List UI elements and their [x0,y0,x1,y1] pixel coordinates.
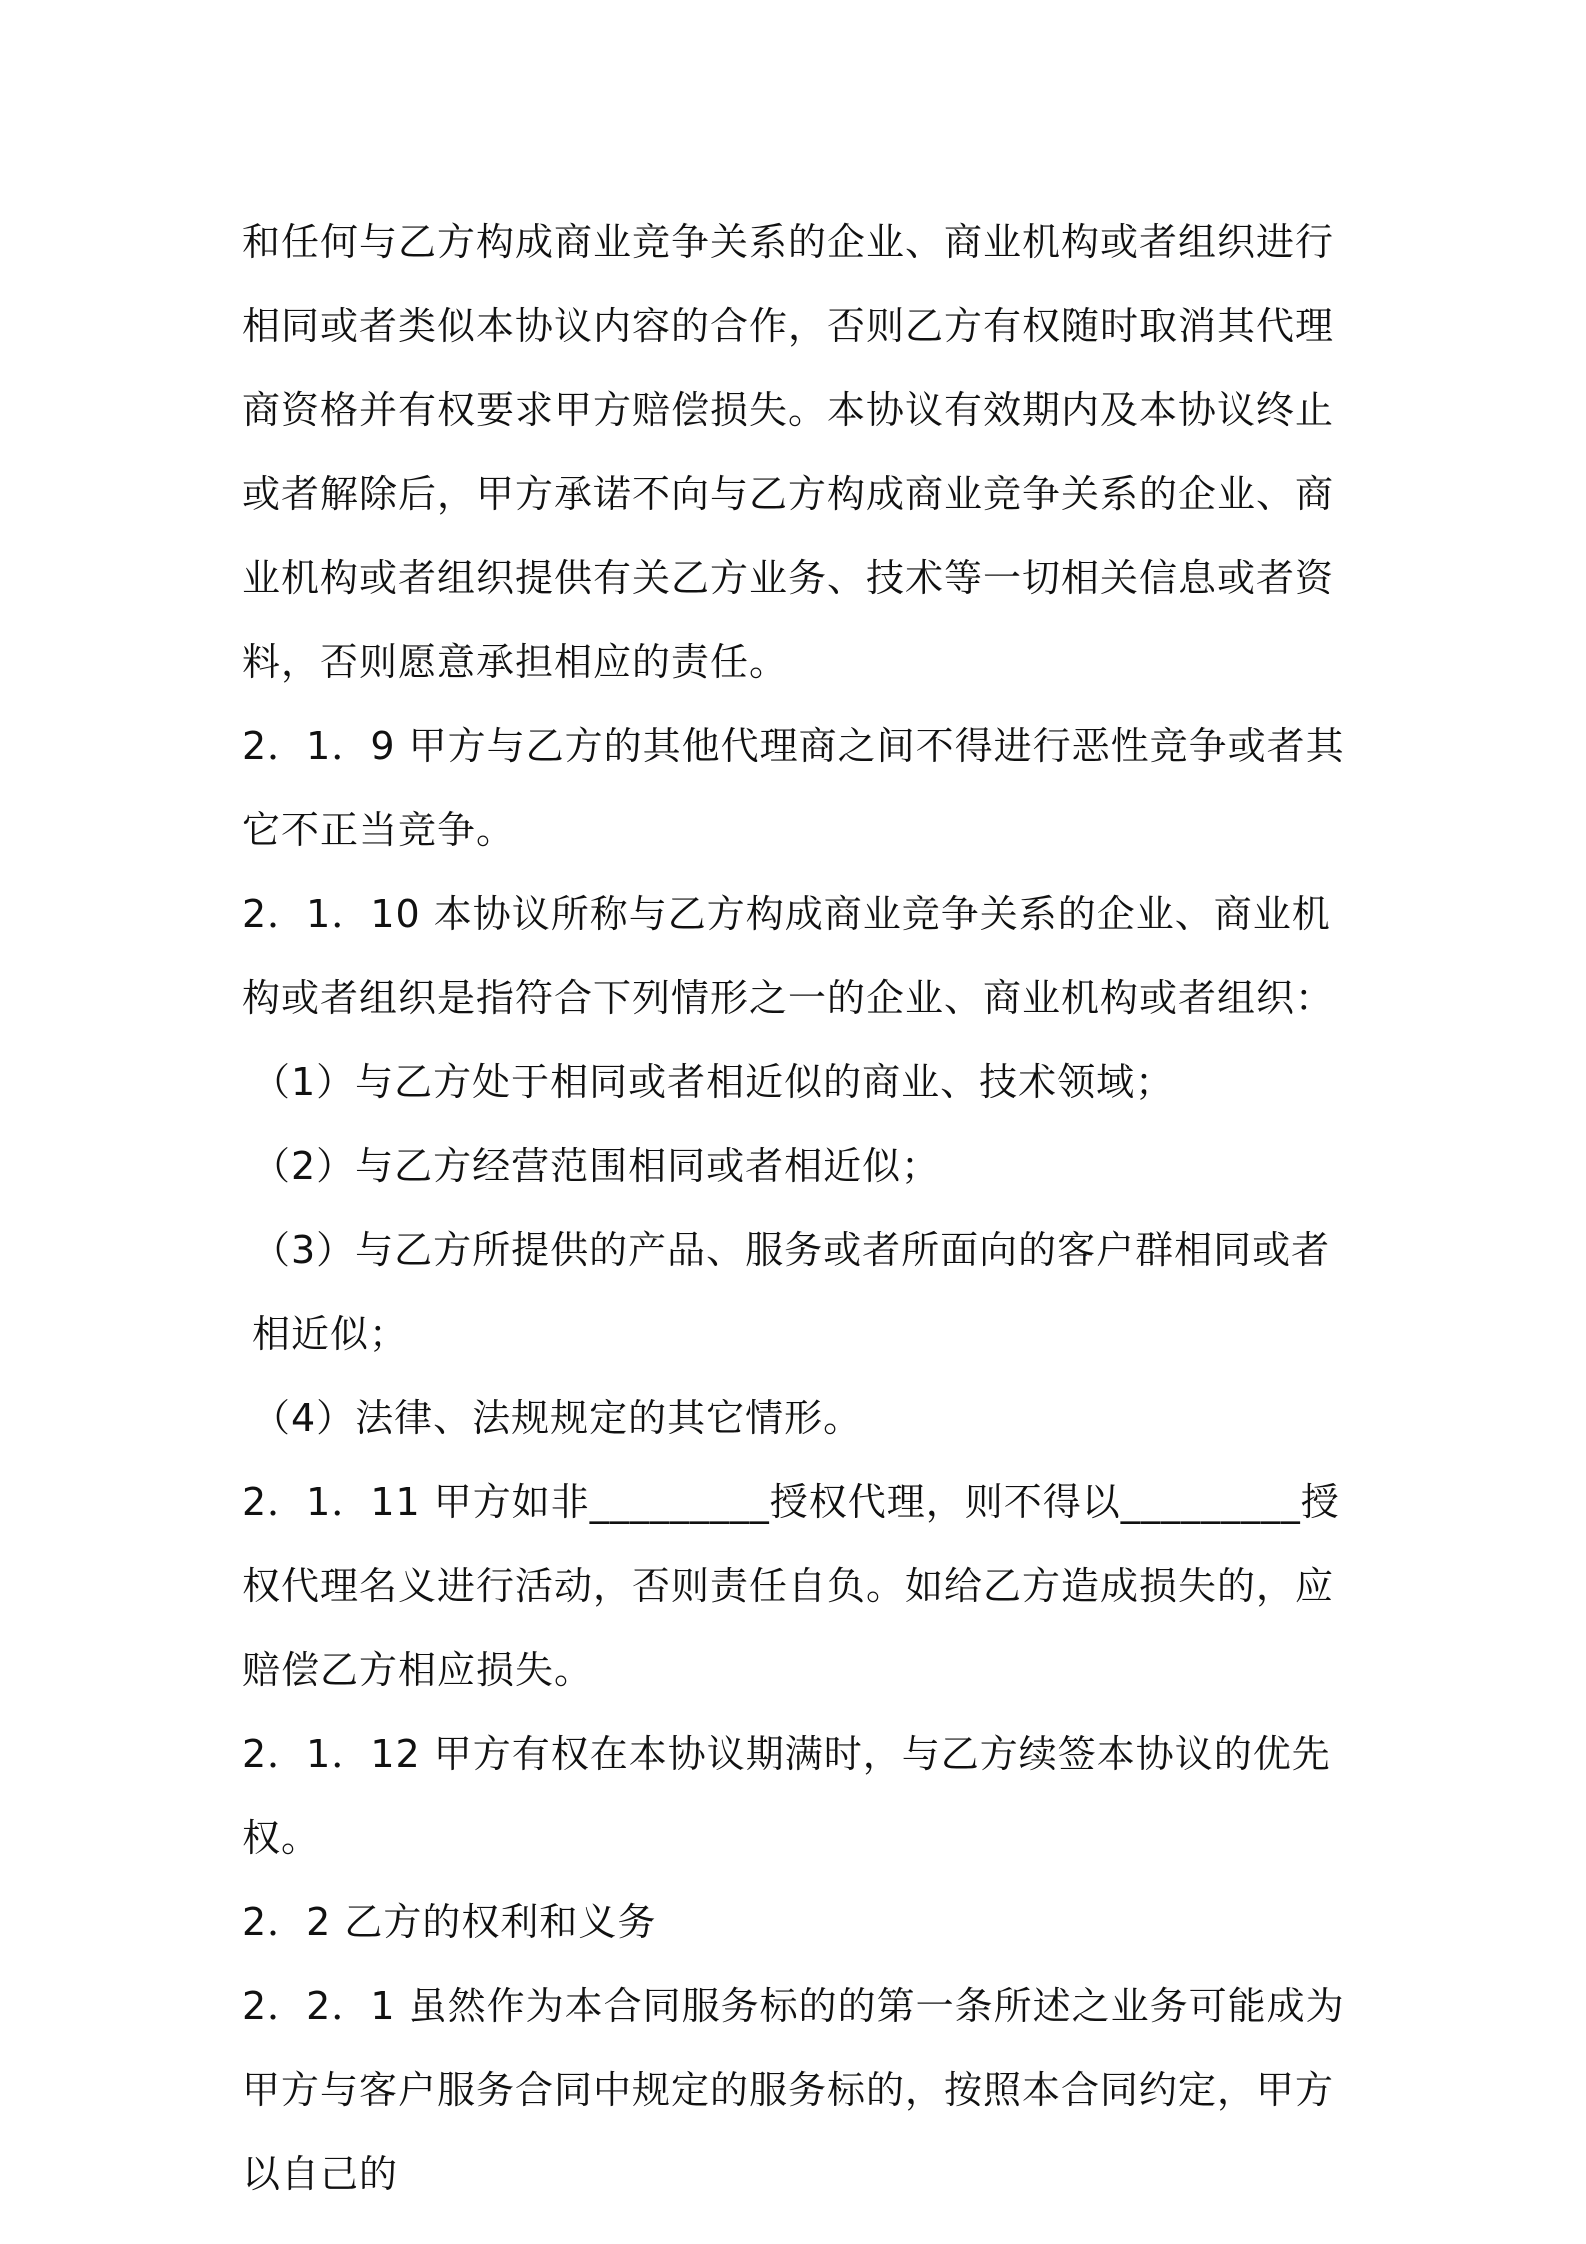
list-item-3: （3）与乙方所提供的产品、服务或者所面向的客户群相同或者相近似； [252,1228,1331,1356]
clause-2-1-10: 2．1．10 本协议所称与乙方构成商业竞争关系的企业、商业机构或者组织是指符合下列情形之一的企业、商业机构或者组织： [242,892,1335,1020]
section-heading-2-2: 2．2 乙方的权利和义务 [242,1900,657,1944]
paragraph-non-compete-clause: 和任何与乙方构成商业竞争关系的企业、商业机构或者组织进行相同或者类似本协议内容的合作，否则乙方有权随时取消其代理商资格并有权要求甲方赔偿损失。本协议有效期内及本协议终止或者解除后，甲方承诺不向与乙方构成商业竞争关系的企业、商业机构或者组织提供有关乙方业务、技术等一切相关信息或者资料，否则愿意承担相应的责任。 [242,220,1335,684]
list-item-1: （1）与乙方处于相同或者相近似的商业、技术领域； [252,1060,1175,1104]
clause-2-2-1: 2．2．1 虽然作为本合同服务标的的第一条所述之业务可能成为甲方与客户服务合同中规定的服务标的，按照本合同约定，甲方以自己的 [242,1984,1345,2196]
list-item-4: （4）法律、法规规定的其它情形。 [252,1396,863,1440]
clause-2-1-12: 2．1．12 甲方有权在本协议期满时，与乙方续签本协议的优先权。 [242,1732,1331,1860]
clause-2-1-11: 2．1．11 甲方如非_________授权代理，则不得以_________授权代理名义进行活动，否则责任自负。如给乙方造成损失的，应赔偿乙方相应损失。 [242,1480,1340,1692]
list-item-2: （2）与乙方经营范围相同或者相近似； [252,1144,941,1188]
clause-2-1-9: 2．1．9 甲方与乙方的其他代理商之间不得进行恶性竞争或者其它不正当竞争。 [242,724,1345,852]
